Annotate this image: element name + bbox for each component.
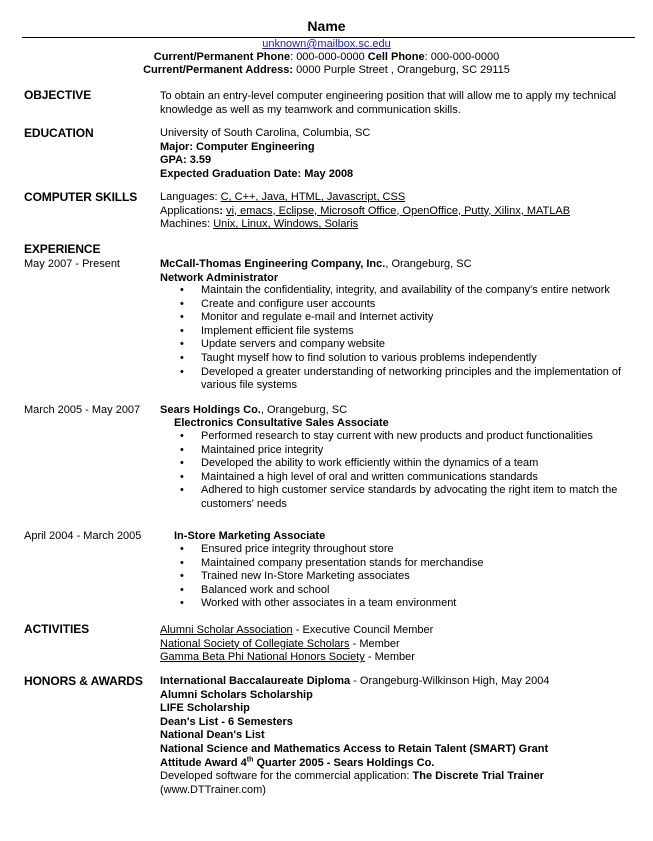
email-link[interactable]: unknown@mailbox.sc.edu (262, 38, 391, 50)
activity-role: - Member (349, 637, 400, 650)
objective-text (160, 90, 635, 117)
honor-life: LIFE Scholarship (160, 702, 250, 715)
list-item: • Performed research to stay current with new products and product functionalities (180, 430, 635, 444)
list-item: • Monitor and regulate e-mail and Internet activity (180, 311, 635, 325)
education-heading: EDUCATION (24, 126, 94, 140)
honor-software (160, 770, 635, 784)
job-company: McCall-Thomas Engineering Company, Inc. (160, 258, 386, 270)
list-item: • Adhered to high customer service standards by advocating the right item to match the customers' needs (180, 484, 635, 511)
skills-block (160, 191, 635, 232)
job-title: In-Store Marketing Associate (174, 530, 326, 542)
job-location: , Orangeburg, SC (260, 404, 348, 416)
gpa: GPA: 3.59 (160, 154, 212, 167)
applications-list: vi, emacs, Eclipse, Microsoft Office, OpenOffice, Putty, Xilinx, MATLAB (226, 204, 571, 217)
attitude-sup: th (246, 755, 254, 763)
honor-deans-list: Dean's List - 6 Semesters (160, 715, 293, 728)
list-item: • Worked with other associates in a team environment (180, 597, 635, 611)
experience-heading: EXPERIENCE (24, 242, 101, 256)
list-item: • Balanced work and school (180, 584, 635, 598)
applications-line (160, 205, 635, 219)
activity-role: - Member (364, 651, 415, 664)
cell-label: Cell Phone (367, 51, 425, 63)
job-company: Sears Holdings Co. (160, 404, 261, 416)
job-bullets (180, 430, 635, 512)
list-item: • Developed a greater understanding of networking principles and the implementation of various file systems (180, 366, 635, 393)
list-item: • Update servers and company website (180, 338, 635, 352)
activity-org: Alumni Scholar Association (160, 624, 293, 636)
address-line (0, 64, 653, 78)
software-title: The Discrete Trial Trainer (412, 770, 544, 783)
honor-ib (160, 675, 635, 689)
list-item: • Trained new In-Store Marketing associates (180, 570, 635, 584)
objective-line: knowledge as well as my teamwork and communication skills. (160, 103, 461, 116)
languages-label: Languages: (160, 191, 221, 203)
list-item (160, 624, 635, 638)
job-title: Network Administrator (160, 271, 279, 284)
attitude-post: Quarter 2005 - Sears Holdings Co. (253, 756, 435, 769)
activities-block (160, 624, 635, 665)
honor-attitude-award (160, 757, 635, 771)
address-label: Current/Permanent Address: (143, 64, 294, 76)
job-dates: March 2005 - May 2007 (24, 404, 141, 416)
software-pre: Developed software for the commercial application: (160, 770, 413, 783)
education-block (160, 127, 635, 181)
graduation-date: Expected Graduation Date: May 2008 (160, 167, 354, 180)
list-item: • Maintained price integrity (180, 444, 635, 458)
honors-heading: HONORS & AWARDS (24, 674, 143, 688)
languages-list: C, C++, Java, HTML, Javascript, CSS (220, 191, 406, 203)
job-dates: April 2004 - March 2005 (24, 530, 142, 542)
honor-ib-title: International Baccalaureate Diploma (160, 675, 351, 687)
job-bullets (180, 543, 635, 611)
list-item: • Maintained a high level of oral and written communications standards (180, 471, 635, 485)
job-title: Electronics Consultative Sales Associate (174, 417, 389, 429)
objective-line: To obtain an entry-level computer engineering position that will allow me to apply my technical (160, 90, 617, 102)
activity-org: Gamma Beta Phi National Honors Society (160, 651, 365, 664)
applications-label: Applications (160, 204, 220, 217)
honor-smart-grant: National Science and Mathematics Access to Retain Talent (SMART) Grant (160, 742, 549, 755)
activity-role: - Executive Council Member (292, 624, 434, 636)
objective-heading: OBJECTIVE (24, 88, 92, 102)
honors-block (160, 675, 635, 797)
email-line (0, 38, 653, 52)
honor-alumni: Alumni Scholars Scholarship (160, 688, 313, 701)
phone-line (0, 51, 653, 65)
list-item: • Taught myself how to find solution to various problems independently (180, 352, 635, 366)
attitude-pre: Attitude Award 4 (160, 756, 247, 769)
school: University of South Carolina, Columbia, SC (160, 127, 371, 139)
job-location: , Orangeburg, SC (385, 258, 472, 270)
cell-value: : 000-000-0000 (424, 51, 500, 63)
list-item: • Maintained company presentation stands for merchandise (180, 557, 635, 571)
job-header (160, 258, 635, 285)
honor-ib-detail: - Orangeburg-Wilkinson High, May 2004 (350, 675, 550, 687)
machines-list: Unix, Linux, Windows, Solaris (213, 218, 359, 231)
list-item: • Ensured price integrity throughout store (180, 543, 635, 557)
job-dates: May 2007 - Present (24, 258, 120, 270)
machines-line (160, 218, 635, 232)
activity-org: National Society of Collegiate Scholars (160, 637, 350, 650)
phone-label: Current/Permanent Phone (153, 51, 291, 63)
machines-label: Machines: (160, 218, 214, 231)
activities-heading: ACTIVITIES (24, 622, 90, 636)
list-item: • Maintain the confidentiality, integrity, and availability of the company's entire network (180, 284, 635, 298)
list-item: • Create and configure user accounts (180, 298, 635, 312)
languages-line (160, 191, 635, 205)
major: Major: Computer Engineering (160, 140, 315, 153)
list-item: • Implement efficient file systems (180, 325, 635, 339)
job-bullets (180, 284, 635, 393)
software-url: (www.DTTrainer.com) (160, 783, 266, 796)
list-item (160, 651, 635, 665)
address-value: 0000 Purple Street , Orangeburg, SC 29115 (293, 64, 510, 76)
resume-name: Name (307, 18, 346, 34)
phone-value: : 000-000-0000 (290, 51, 365, 63)
honor-national-deans: National Dean's List (160, 729, 265, 742)
list-item (160, 638, 635, 652)
job-header (160, 404, 635, 418)
skills-heading: COMPUTER SKILLS (24, 190, 138, 204)
list-item: • Developed the ability to work efficiently within the dynamics of a team (180, 457, 635, 471)
applications-colon: : (219, 204, 227, 217)
